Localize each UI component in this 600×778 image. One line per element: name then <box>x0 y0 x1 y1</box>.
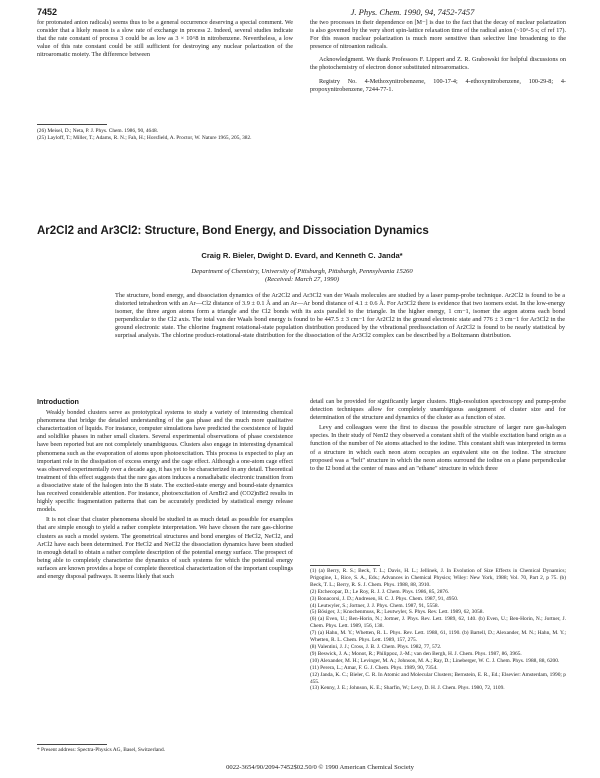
reference-item: (7) (a) Hahn, M. Y.; Whetten, R. L. Phys. Rev. Lett. 1988, 61, 1190. (b) Bartell, D.; Alexander, M. N.; Hahn, M. Y.; Whetten, R. L. Chem. Phys. Lett. 1989, 157, 275. <box>310 630 566 644</box>
introduction-heading: Introduction <box>37 397 79 406</box>
reference-item: (12) Janda, K. C.; Bieler, C. R. In Atomic and Molecular Clusters; Bernstein, E. R., Ed.; Elsevier: Amsterdam, 1990; p 455. <box>310 671 566 685</box>
page-number: 7452 <box>37 7 58 17</box>
abstract: The structure, bond energy, and dissociation dynamics of the Ar2Cl2 and Ar3Cl2 van der Waals molecules are studied by a laser pump-probe technique. Ar2Cl2 is found to be a distorted tetrahedron with an Ar—Cl2 distance of 3.9 ± 0.1 Å and an Ar—Ar bond distance of 4.1 ± 0.6 Å. For Ar3Cl2 there is evidence that two isomers exist. In the low-energy isomer, the three argon atoms form a triangle and the Cl2 bonds with its axis parallel to the triangle. In the higher energy, 1 cm−1, isomer the argon atoms each bond perpendicular to the Cl2 axis. The total van der Waals bond energy is found to be 447.5 ± 3 cm−1 for Ar2Cl2 in the ground electronic state and 776 ± 3 cm−1 for Ar3Cl2 in the ground electronic state. The chlorine fragment rotational-state population distribution produced by the vibrational predissociation of Ar2Cl2 is found to be nearly statistical by surprisal analysis. The chlorine product-rotational-state distribution for the dissociation of the Ar3Cl2 complex can be described by a Boltzmann distribution. <box>115 292 565 340</box>
references-rule <box>310 565 380 566</box>
right-paragraph-2: Levy and colleagues were the first to discuss the possible structure of larger rare gas-halogen species. In their study of NenI2 they observed a constant shift of the visible excitation band origin as a function of the number of Ne atoms attached to the iodine. This constant shift was interpreted in terms of a structure in which each neon atom occupies an equivalent site on the iodine. The structure proposed was a "belt" structure in which the neon atoms surround the iodine on a plane perpendicular to the I2 bond at the center of mass and an "ethane" structure in which three <box>310 424 566 472</box>
intro-paragraph-1: Weakly bonded clusters serve as prototypical systems to study a variety of interesting chemical phenomena that bridge the detailed understanding of the gas phase and the much more qualitative characterization of liquids. For instance, computer simulations have predicted the coexistence of liquid and solidlike phases in rather small clusters. Several experimental observations of phase coexistence have been reported but are not completely unambiguous. Clusters also engage in interesting dynamical phenomena such as the evaporation of atoms upon photoexcitation. This process is expected to play an important role in the dissipation of excess energy and the cage effect. Although a one-atom cage effect was observed experimentally over a decade ago, it has yet to be characterized in any detail. Theoretical treatment of this effect suggests that the rare gas atom induces a nonadiabatic electronic transition from a dissociative state of the halogen into the B state. The excited-state energy and bound-state dynamics has received considerable attention. For instance, photoexcitation of ArnBr2 and (CO2)nBr2 results in highly specific fragmentation patterns that can be accurately predicted by statistical energy release models. <box>37 409 293 514</box>
body-left-column <box>37 398 293 581</box>
reference-item: (6) (a) Even, U.; Ben-Horin, N.; Jortner, J. Phys. Rev. Lett. 1989, 62, 140. (b) Even, U.; Ben-Horin, N.; Jortner, J. Chem. Phys. Lett. 1989, 156, 138. <box>310 616 566 630</box>
references-list <box>310 568 566 692</box>
intro-paragraph-2: It is not clear that cluster phenomena should be studied in as much detail as possible for examples that are simple enough to yield a rather complete interpretation. We have chosen the rare gas-chlorine clusters as such a model system. The geometrical structures and bond energies of HeCl2, NeCl2, and ArCl2 have each been determined. For HeCl2 and NeCl2 the dissociation dynamics have been studied in enough detail to obtain a rather complete description of the potential energy surface. The prospect of being able to completely characterize the dynamics of such systems for which the potential energy surfaces are known provides a hope of complete theoretical characterization of the important couplings and energy disposal pathways. It seems likely that such <box>37 516 293 580</box>
address-footnote: * Present address: Spectra-Physics AG, Basel, Switzerland. <box>37 747 166 753</box>
copyright-footer: 0022-3654/90/2094-7452$02.50/0 © 1990 American Chemical Society <box>226 764 414 771</box>
reference-item: (4) Leutwyler, S.; Jortner, J. J. Phys. Chem. 1987, 91, 5558. <box>310 602 439 609</box>
reference-item: (8) Valentini, J. J.; Cross, J. B. J. Chem. Phys. 1982, 77, 572. <box>310 643 442 650</box>
footnote-rule <box>37 124 107 125</box>
article-authors: Craig R. Bieler, Dwight D. Evard, and Kenneth C. Janda* <box>201 251 403 260</box>
acknowledgment: Acknowledgment. We thank Professors F. Lippert and Z. R. Grabowski for helpful discussions on the photochemistry of electron donor substituted nitroaromatics. <box>310 56 566 72</box>
received-date: (Received: March 27, 1990) <box>264 276 340 283</box>
reference-item: (11) Perera, L.; Amar, F. G. J. Chem. Phys. 1989, 90, 7354. <box>310 664 438 671</box>
affiliation: Department of Chemistry, University of Pittsburgh, Pittsburgh, Pennsylvania 15260 <box>191 268 413 275</box>
prev-left-paragraph: for protonated anion radicals) seems thus to be a general occurrence deserving a special comment. We consider that a likely reason is a slow rate of exchange in process 2. Indeed, several studies indicate that the rate constant of process 3 could be as low as 3 × 10^8 in nitrobenzene. Nevertheless, a low value of this rate constant could be still sufficient for destroying any nuclear polarization of the nitroaromatic moiety. The difference between <box>37 19 293 59</box>
prev-article-right <box>310 19 566 94</box>
registry-numbers: Registry No. 4-Methoxynitrobenzene, 100-17-4; 4-ethoxynitrobenzene, 100-29-8; 4-propoxynitrobenzene, 7244-77-1. <box>310 77 566 93</box>
prev-ref: (26) Meisel, D.; Neta, P. J. Phys. Chem. 1986, 90, 4648. <box>37 128 158 134</box>
prev-ref: (25) Layloff, T.; Miller, T.; Adams, R. N.; Fah, H.; Horsfield, A. Proctor, W. Nature 1965, 205, 382. <box>37 134 252 141</box>
prev-article-refs <box>37 128 293 142</box>
body-right-column <box>310 398 566 473</box>
affiliation-block <box>37 268 567 284</box>
prev-article-left <box>37 19 293 59</box>
reference-item: (10) Alexander, M. H.; Levinger, M. A.; Johnson, M. A.; Ray, D.; Lineberger, W. C. J. Chem. Phys. 1988, 88, 6200. <box>310 657 560 664</box>
reference-item: (9) Beswick, J. A.; Monot, R.; Philippoz, J.-M.; van den Bergh, H. J. Chem. Phys. 1987, 86, 3965. <box>310 650 522 657</box>
prev-right-paragraph: the two processes in their dependence on [M−] is due to the fact that the decay of nuclear polarization is also governed by the very short spin-lattice relaxation time of the radical anion (~10^-5 s; cf ref 17). For this reason nuclear polarization is much more sensitive than selective line broadening to the presence of nitroanion radicals. <box>310 19 566 51</box>
reference-item: (13) Kenny, J. E.; Johnson, K. E.; Sharfin, W.; Levy, D. H. J. Chem. Phys. 1980, 72, 1109. <box>310 685 505 692</box>
right-paragraph-1: detail can be provided for significantly larger clusters. High-resolution spectroscopy and pump-probe detection techniques allow for completely unambiguous assignment of cluster size and for determination of the structure and dynamics of the cluster as a function of size. <box>310 398 566 422</box>
reference-item: (5) Bösiger, J.; Knochenmuss, R.; Leutwyler, S. Phys. Rev. Lett. 1989, 62, 3058. <box>310 609 484 616</box>
reference-item: (3) Bonacorsi, J. D.; Andresen, H. C. J. Phys. Chem. 1987, 91, 4950. <box>310 595 459 602</box>
journal-header: J. Phys. Chem. 1990, 94, 7452-7457 <box>350 7 475 17</box>
article-title: Ar2Cl2 and Ar3Cl2: Structure, Bond Energy, and Dissociation Dynamics <box>37 225 429 237</box>
reference-item: (2) Etchecopar, D.; Le Roy, R. J. J. Chem. Phys. 1986, 85, 2876. <box>310 588 450 595</box>
footnote-rule <box>37 744 107 745</box>
reference-item: (1) (a) Berry, R. S.; Beck, T. L.; Davis, H. L.; Jellinek, J. In Evolution of Size Effects in Chemical Dynamics; Prigogine, I., Rice, S. A., Eds.; Advances in Chemical Physics; Wiley: New York, 1988; Vol. 70, Part 2, p 75. (b) Beck, T. L.; Berry, R. S. J. Chem. Phys. 1988, 88, 3910. <box>310 568 566 588</box>
